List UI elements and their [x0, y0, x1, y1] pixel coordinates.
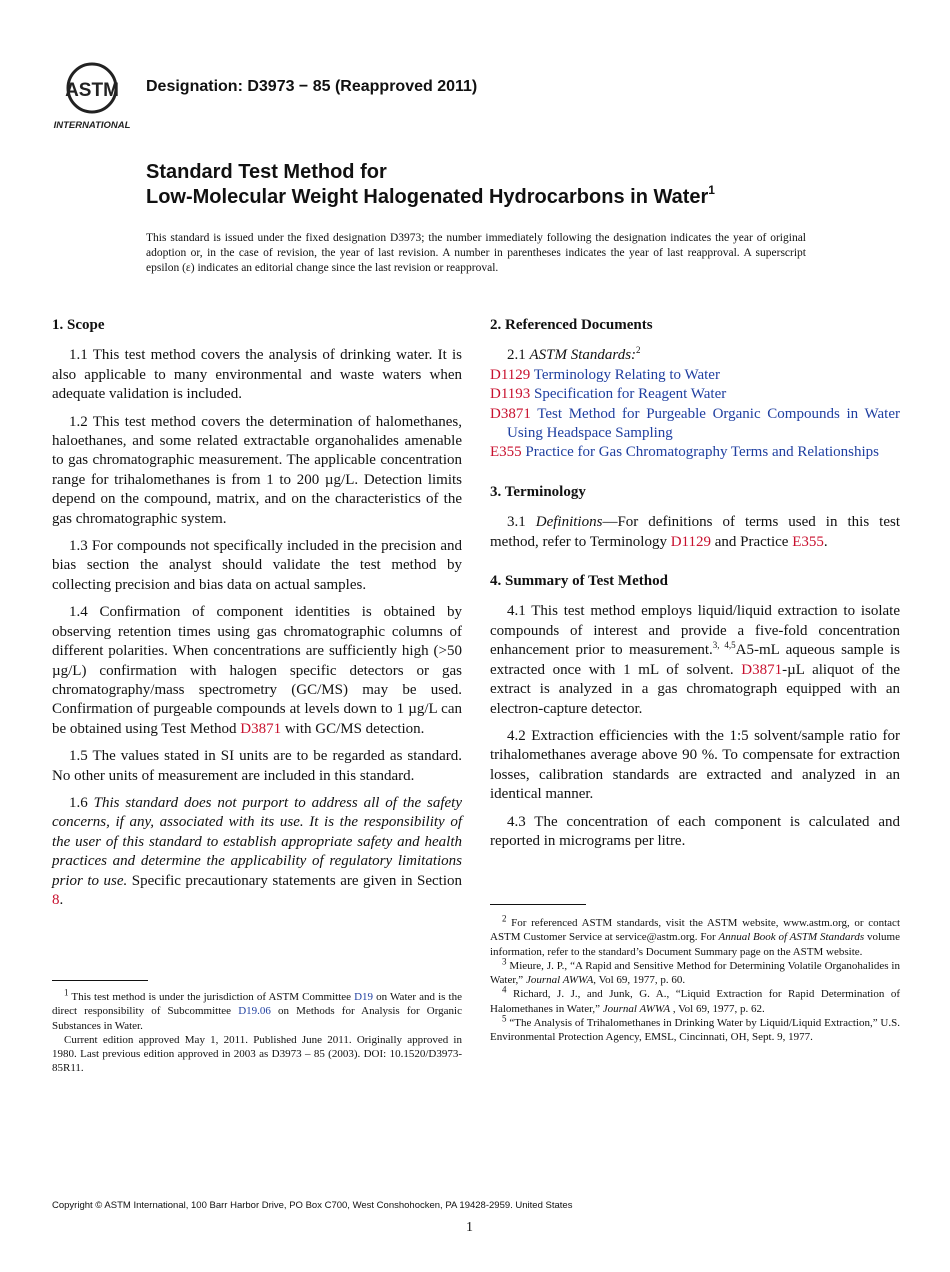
footnotes-right — [490, 913, 900, 1045]
footnote-4: $^4$ Richard, J. J., and Junk, G. A., “Liquid Extraction for Rapid Determination of Halomethanes in Water,” Journal AWWA , Vol 69, 1977, p. 62. — [490, 984, 900, 1015]
footnote-1-text: $^1$ This test method is under the jurisdiction of ASTM Committee D19 on Water and is the direct responsibility of Subcommittee D19.06 on Methods for Analysis for Organic Substances in Water. — [52, 987, 462, 1032]
paragraph-4-1: 4.1 This test method employs liquid/liquid extraction to isolate compounds of interest and provide a five-fold concentration enhancement prior to measurement.$^{3, 4,5}$A5-mL aqueous sample is extracted once with 1 mL of solvent. D3871-µL aliquot of the extract is analyzed in a gas chromatograph equipped with an electron-capture detector. — [490, 603, 901, 717]
section-heading-terminology: 3. Terminology — [490, 483, 586, 500]
footnote-3: $^3$ Mieure, J. P., “A Rapid and Sensitive Method for Determining Volatile Organohalides in Water,” Journal AWWA, Vol 69, 1977, p. 60. — [490, 956, 900, 987]
link-d3871[interactable]: D3871 — [240, 720, 282, 737]
document-title — [146, 160, 906, 210]
paragraph-1-2: 1.2 This test method covers the determination of halomethanes, haloethanes, and some related extractable organohalides amenable to gas chromatographic measurement. The applicable concentration range for trihalomethanes is from 1 to 200 µg/L. Detection limits depend on the compound, matrix, and on the characteristics of the gas chromatographic system. — [52, 413, 462, 527]
copyright-notice: Copyright © ASTM International, 100 Barr Harbor Drive, PO Box C700, West Conshohocken, PA 19428-2959. United States — [52, 1200, 573, 1211]
section-heading-summary: 4. Summary of Test Method — [490, 573, 668, 590]
link-d19-06[interactable]: D19.06 — [238, 1005, 271, 1018]
designation: Designation: D3973 − 85 (Reapproved 2011) — [146, 78, 478, 95]
link-d1129[interactable]: D1129 — [670, 533, 711, 550]
footnote-1-edition: Current edition approved May 1, 2011. Published June 2011. Originally approved in 1980. Last previous edition approved in 2003 as D3973 – 85 (2003). DOI: 10.1520/D3973-85R11. — [52, 1033, 462, 1075]
section-heading-scope: 1. Scope — [52, 317, 105, 333]
paragraph-1-1: 1.1 This test method covers the analysis of drinking water. It is also applicable to many environmental and waste waters when adequate validation is included. — [52, 347, 462, 403]
ref-item-d1129[interactable]: D1129 Terminology Relating to Water — [490, 366, 720, 383]
paragraph-4-2: 4.2 Extraction efficiencies with the 1:5 solvent/sample ratio for trihalomethanes average above 90 %. To compensate for extraction losses, calibration standards are extracted and analyzed in an identical manner. — [490, 727, 900, 803]
paragraph-1-5: 1.5 The values stated in SI units are to be regarded as standard. No other units of measurement are included in this standard. — [52, 748, 462, 784]
link-section-8[interactable]: 8 — [52, 891, 60, 908]
astm-standards-subheading: 2.1 ASTM Standards:$^2$ — [507, 345, 641, 364]
page-number: 1 — [466, 1220, 473, 1235]
footnote-rule-right — [490, 904, 586, 905]
ref-item-e355[interactable]: E355 Practice for Gas Chromatography Terms and Relationships — [490, 444, 880, 461]
paragraph-1-4: 1.4 Confirmation of component identities is obtained by observing retention times using gas chromatographic columns of different polarities. When concentrations are sufficiently high (>50 µg/L) confirmation with halogen specific detectors or gas chromatography/mass spectrometry (GC/MS) may be used. Confirmation of purgeable compounds at levels down to 1 µg/L can be obtained using Test Method D3871 with GC/MS detection. — [52, 604, 462, 737]
standard-notice: This standard is issued under the fixed designation D3973; the number immediately following the designation indicates the year of original adoption or, in the case of revision, the year of last revision. A number in parentheses indicates the year of last reapproval. A superscript epsilon (ε) indicates an editorial change since the last revision or reapproval. — [146, 232, 806, 274]
paragraph-1-3: 1.3 For compounds not specifically included in the precision and bias section the analyst should validate the test method by collecting precision and bias data on actual samples. — [52, 538, 462, 593]
paragraph-1-6: 1.6 This standard does not purport to address all of the safety concerns, if any, associated with its use. It is the responsibility of the user of this standard to establish appropriate safety and health practices and determine the applicability of regulatory limitations prior to use. Specific precautionary statements are given in Section 8. — [52, 794, 463, 908]
logo-subtext: INTERNATIONAL — [53, 120, 131, 131]
section-heading-referenced-documents: 2. Referenced Documents — [490, 317, 653, 333]
footnote-5: $^5$ “The Analysis of Trihalomethanes in Drinking Water by Liquid/Liquid Extraction,” U.S. Environmental Protection Agency, EMSL, Cincinnati, OH, Sept. 9, 1977. — [490, 1013, 900, 1044]
left-column — [52, 316, 462, 918]
logo-text: ASTM — [65, 80, 119, 101]
footnote-rule-left — [52, 980, 148, 981]
link-d3871-summary[interactable]: D3871 — [741, 661, 783, 678]
title-line-2: Low-Molecular Weight Halogenated Hydrocarbons in Water$^1$ — [146, 183, 715, 208]
ref-item-d3871[interactable]: D3871 Test Method for Purgeable Organic Compounds in Water Using Headspace Sampling — [490, 405, 900, 442]
ref-item-d1193[interactable]: D1193 Specification for Reagent Water — [490, 386, 727, 403]
link-d19[interactable]: D19 — [354, 991, 374, 1003]
title-footnote-mark: 1 — [708, 183, 715, 197]
paragraph-4-3: 4.3 The concentration of each component is calculated and reported in micrograms per litre. — [490, 813, 900, 849]
link-e355[interactable]: E355 — [792, 533, 824, 550]
footnote-2: $^2$ For referenced ASTM standards, visit the ASTM website, www.astm.org, or contact ASTM Customer Service at service@astm.org. For Annual Book of ASTM Standards volume information, refer to the standard’s Document Summary page on the ASTM website. — [490, 913, 900, 958]
title-line-1: Standard Test Method for — [146, 161, 387, 183]
astm-logo — [52, 58, 136, 132]
footnote-1 — [52, 987, 462, 1076]
right-column — [490, 316, 900, 859]
paragraph-3-1: 3.1 Definitions—For definitions of terms used in this test method, refer to Terminology D1129 and Practice E355. — [490, 514, 901, 550]
